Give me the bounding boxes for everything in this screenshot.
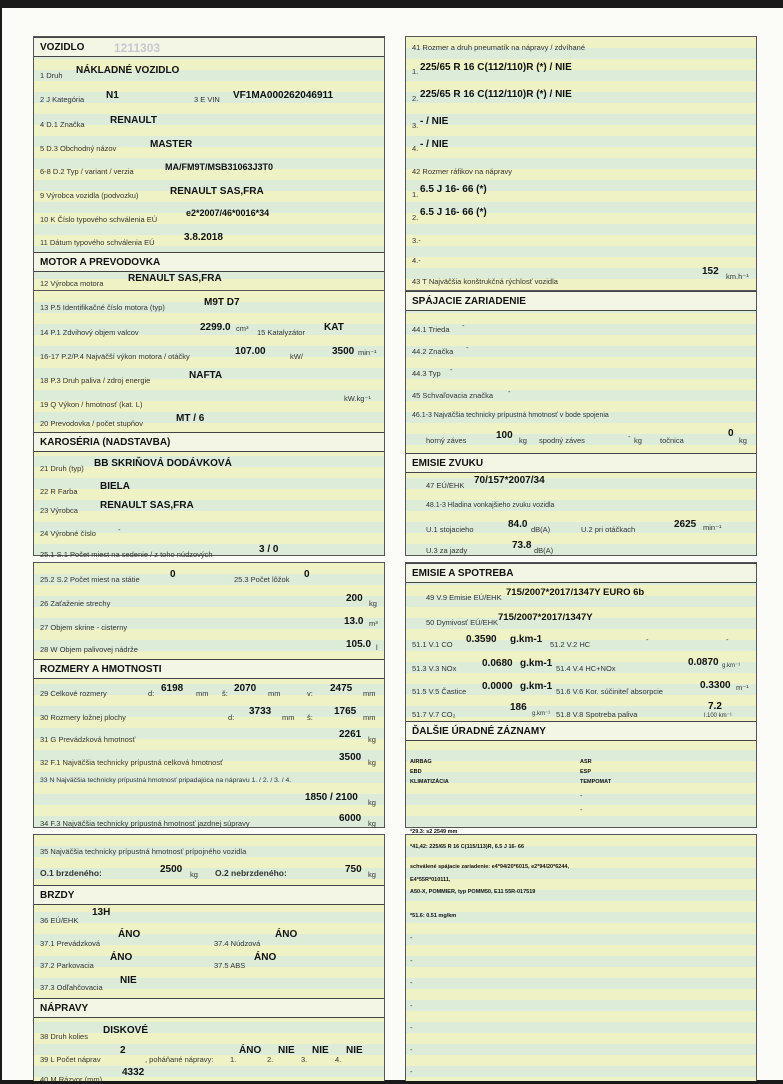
note-dash-8: - <box>410 1045 413 1054</box>
value-spotreba: 7.2 <box>708 701 722 712</box>
unit-kg-2: kg <box>368 758 376 767</box>
value-pocet-lozok: 0 <box>304 569 310 580</box>
label-trieda: 44.1 Trieda <box>412 325 450 334</box>
note-dash-6: - <box>410 1001 413 1010</box>
label-naprava-4: 4. <box>335 1055 342 1064</box>
note-6: *51.6: 0.51 mg/km <box>410 913 457 919</box>
unit-m-1: m⁻¹ <box>736 683 749 692</box>
tires-section <box>405 36 757 293</box>
value-znacka: RENAULT <box>110 115 158 126</box>
unit-mm-3: mm <box>363 689 376 698</box>
value-u2: 2625 <box>674 519 697 530</box>
label-typ: 6-8 D.2 Typ / variant / verzia <box>40 167 134 176</box>
label-hladina-zvuku: 48.1-3 Hladina vonkajšieho zvuku vozidla <box>426 502 555 509</box>
label-co: 51.1 V.1 CO <box>412 640 453 649</box>
value-vyrobne-cislo: - <box>118 525 121 534</box>
value-u1: 84.0 <box>508 519 528 530</box>
value-hmotnost-supravy: 6000 <box>339 813 362 824</box>
value-objem-nadrze: 105.0 <box>346 639 372 650</box>
unit-kmh: km.h⁻¹ <box>726 272 749 281</box>
label-naprava-3: 3. <box>301 1055 308 1064</box>
value-rafik-1: 6.5 J 16- 66 (*) <box>420 184 487 195</box>
label-hcnox: 51.4 V.4 HC+NOx <box>556 664 616 673</box>
note-4: E4*55R*010111, <box>410 877 451 883</box>
notes-section <box>405 829 757 1081</box>
label-prevadzkova: 37.1 Prevádzková <box>40 939 101 948</box>
unit-kg-o1: kg <box>190 870 198 879</box>
note-klimatizacia: KLIMATIZÁCIA <box>410 779 449 785</box>
label-zvuk-eu: 47 EÚ/EHK <box>426 481 465 490</box>
unit-kg-horny: kg <box>519 436 527 445</box>
stamp-number: 1211303 <box>114 41 161 55</box>
value-typ-spajacieho: - <box>450 365 453 374</box>
value-celkova-sirka: 2070 <box>234 683 257 694</box>
label-prevodovka: 20 Prevodovka / počet stupňov <box>40 419 143 428</box>
value-prevadzkova: ÁNO <box>118 929 141 940</box>
note-esp: ESP <box>580 769 592 775</box>
label-spotreba: 51.8 V.8 Spotreba paliva <box>556 710 638 719</box>
unit-gkm-hcnox: g.km⁻¹ <box>722 663 741 669</box>
unit-min-u2: min⁻¹ <box>703 523 722 532</box>
label-brzdy-eu: 36 EÚ/EHK <box>40 916 79 925</box>
unit-min: min⁻¹ <box>358 348 377 357</box>
value-odlahcovacia: NIE <box>120 975 137 986</box>
value-co2: 186 <box>510 702 527 713</box>
unit-kw-kg: kW.kg⁻¹ <box>344 394 371 403</box>
unit-gkm-co: g.km-1 <box>510 634 543 645</box>
value-prevadzkova-hmotnost: 2261 <box>339 729 362 740</box>
note-dash-2: - <box>580 805 583 814</box>
value-rafik-3: 3.- <box>412 236 421 245</box>
section-header-karoseria: KAROSÉRIA (NADSTAVBA) <box>34 432 384 452</box>
value-u3: 73.8 <box>512 540 532 551</box>
label-max-rychlost: 43 T Najväčšia konštrukčná rýchlosť vozidla <box>412 277 558 286</box>
note-dash-4: - <box>410 956 413 965</box>
unit-db-u1: dB(A) <box>531 525 551 534</box>
label-v: v: <box>307 689 313 698</box>
label-zdvihovy-objem: 14 P.1 Zdvihový objem valcov <box>40 328 139 337</box>
value-pneu-1: 225/65 R 16 C(112/110)R (*) / NIE <box>420 62 572 73</box>
value-parkovacia: ÁNO <box>110 952 133 963</box>
value-horny-zaves: 100 <box>496 430 513 441</box>
value-prevodovka: MT / 6 <box>176 413 205 424</box>
label-rafiky: 42 Rozmer ráfikov na nápravy <box>412 167 513 176</box>
value-abs: ÁNO <box>254 952 277 963</box>
label-pneumatiky: 41 Rozmer a druh pneumatík na nápravy / zdvíhané <box>412 43 586 52</box>
value-druh-kolies: DISKOVÉ <box>103 1025 149 1036</box>
value-cislo-schvalenia: e2*2007/46*0016*34 <box>186 208 270 218</box>
label-nudzova: 37.4 Núdzová <box>214 939 261 948</box>
value-hc: - <box>646 635 649 644</box>
label-pneu-1: 1. <box>412 67 419 76</box>
value-hmotnost-napravy: 1850 / 2100 <box>305 792 358 803</box>
label-odlahcovacia: 37.3 Odľahčovacia <box>40 983 103 992</box>
label-katalyzator: 15 Katalyzátor <box>257 328 305 337</box>
label-celkove-rozmery: 29 Celkové rozmery <box>40 689 107 698</box>
label-tocnica: točnica <box>660 436 684 445</box>
dimensions-section <box>33 562 385 828</box>
value-palivo: NAFTA <box>189 370 223 381</box>
label-rafik-2: 2. <box>412 213 419 222</box>
label-rafik-1: 1. <box>412 190 419 199</box>
label-co2: 51.7 V.7 CO₂ <box>412 710 456 719</box>
value-celkova-hmotnost: 3500 <box>339 752 362 763</box>
value-pocet-naprav: 2 <box>120 1045 126 1056</box>
label-nox: 51.3 V.3 NOx <box>412 664 457 673</box>
label-lozna-plocha: 30 Rozmery ložnej plochy <box>40 713 126 722</box>
label-o1: O.1 brzdeného: <box>40 868 102 878</box>
value-dymivost: 715/2007*2017/1347Y <box>498 612 593 623</box>
label-objem-nadrze: 28 W Objem palivovej nádrže <box>40 645 138 654</box>
section-header-motor: MOTOR A PREVODOVKA <box>34 252 384 272</box>
unit-spotreba: l.100 km⁻¹ <box>704 713 732 719</box>
value-druh-karoserie: BB SKRIŇOVÁ DODÁVKOVÁ <box>94 458 232 469</box>
label-miesta-statie: 25.2 S.2 Počet miest na státie <box>40 575 140 584</box>
section-header-rozmery: ROZMERY A HMOTNOSTI <box>34 659 384 679</box>
value-id-motora: M9T D7 <box>204 297 240 308</box>
unit-gkm-co2: g.km⁻¹ <box>532 711 551 717</box>
value-rafik-4: 4.- <box>412 256 421 265</box>
note-1: *29.3: s2 2549 mm <box>410 829 458 835</box>
value-naprava-1: ÁNO <box>239 1045 262 1056</box>
label-typ-spajacieho: 44.3 Typ <box>412 369 441 378</box>
label-u1: U.1 stojacieho <box>426 525 474 534</box>
unit-kw: kW/ <box>290 352 303 361</box>
label-prevadzkova-hmotnost: 31 G Prevádzková hmotnosť <box>40 735 136 744</box>
unit-kg-4: kg <box>368 819 376 828</box>
value-lozna-sirka: 1765 <box>334 706 357 717</box>
label-kategoria: 2 J Kategória <box>40 95 85 104</box>
label-s: š: <box>222 689 228 698</box>
engine-body-section <box>33 290 385 559</box>
unit-kg-o2: kg <box>368 870 376 879</box>
unit-mm-2: mm <box>268 689 281 698</box>
label-o2: O.2 nebrzdeného: <box>215 868 287 878</box>
note-dash-9: - <box>410 1067 413 1076</box>
value-zvuk-eu: 70/157*2007/34 <box>474 475 545 486</box>
note-2: *41,42: 225/65 R 16 C(115/113)R, 6.5 J 16- 66 <box>410 844 525 850</box>
label-vin: 3 E VIN <box>194 95 220 104</box>
label-cislo-schvalenia: 10 K Číslo typového schválenia EÚ <box>40 215 158 224</box>
value-tocnica: 0 <box>728 428 734 439</box>
value-vyrobca-motora: RENAULT SAS,FRA <box>128 273 222 284</box>
value-vykon: 107.00 <box>235 346 266 357</box>
label-pripojne-vozidlo: 35 Najväčšia technicky prípustná hmotnosť prípojného vozidla <box>40 847 247 856</box>
value-nox: 0.0680 <box>482 658 513 669</box>
label-palivo: 18 P.3 Druh paliva / zdroj energie <box>40 376 151 385</box>
label-u2: U.2 pri otáčkach <box>581 525 636 534</box>
label-d-2: d: <box>228 713 235 722</box>
section-header-spajacie: SPÁJACIE ZARIADENIE <box>406 291 756 311</box>
unit-cm3: cm³ <box>236 324 249 333</box>
value-razvor: 4332 <box>122 1067 145 1078</box>
note-dash-1: - <box>580 791 583 800</box>
coupling-noise-section <box>405 290 757 556</box>
unit-kg-3: kg <box>368 798 376 807</box>
label-pocet-naprav: 39 L Počet náprav <box>40 1055 101 1064</box>
label-miesta-sedenie: 25.1 S.1 Počet miest na sedenie / z toho núdzových <box>40 550 213 559</box>
label-celkova-hmotnost: 32 F.1 Najväčšia technicky prípustná celková hmotnosť <box>40 758 223 767</box>
value-celkova-vyska: 2475 <box>330 683 353 694</box>
label-vyrobca-karoserie: 23 Výrobca <box>40 506 78 515</box>
unit-mm-5: mm <box>363 713 376 722</box>
label-znacka-spajacieho: 44.2 Značka <box>412 347 454 356</box>
label-vyrobca-vozidla: 9 Výrobca vozidla (podvozku) <box>40 191 139 200</box>
value-celkova-dlzka: 6198 <box>161 683 184 694</box>
label-hmotnost-spojenia: 46.1-3 Najväčšia technicky prípustná hmotnosť v bode spojenia <box>412 412 609 419</box>
value-zatazenie-strechy: 200 <box>346 593 363 604</box>
label-razvor: 40 M Rázvor (mm) <box>40 1075 103 1084</box>
value-pneu-2: 225/65 R 16 C(112/110)R (*) / NIE <box>420 89 572 100</box>
value-vyrobca-vozidla: RENAULT SAS,FRA <box>170 186 264 197</box>
section-header-emisie: EMISIE A SPOTREBA <box>406 563 756 583</box>
emissions-section <box>405 562 757 828</box>
section-header-vozidlo: VOZIDLO <box>34 37 384 57</box>
vehicle-section <box>33 36 385 293</box>
value-typ: MA/FM9T/MSB31063J3T0 <box>165 162 274 172</box>
note-dash-5: - <box>410 978 413 987</box>
value-o2: 750 <box>345 864 362 875</box>
label-u3: U.3 za jazdy <box>426 546 468 555</box>
label-objem-skrine: 27 Objem skrine - cisterny <box>40 623 128 632</box>
value-spodny-zaves: - <box>628 432 631 441</box>
value-absorpcia: 0.3300 <box>700 680 731 691</box>
section-header-napravy: NÁPRAVY <box>34 998 384 1018</box>
note-asr: ASR <box>580 759 592 765</box>
note-5: A50-X, POMMIER, typ POMM50, E11 55R-017519 <box>410 889 536 895</box>
value-brzdy-eu: 13H <box>92 907 111 918</box>
value-katalyzator: KAT <box>324 322 344 333</box>
value-co: 0.3590 <box>466 634 497 645</box>
label-pneu-2: 2. <box>412 94 419 103</box>
brakes-axles-section <box>33 834 385 1084</box>
label-vyrobca-motora: 12 Výrobca motora <box>40 279 104 288</box>
label-pohanane: , poháňané nápravy: <box>145 1055 214 1064</box>
unit-kg-strecha: kg <box>369 599 377 608</box>
registration-document <box>2 8 783 1084</box>
note-dash-3: - <box>410 933 413 942</box>
label-parkovacia: 37.2 Parkovacia <box>40 961 94 970</box>
label-emisie-eu: 49 V.9 Emisie EÚ/EHK <box>426 593 502 602</box>
label-vyrobne-cislo: 24 Výrobné číslo <box>40 529 96 538</box>
value-hcnox: 0.0870 <box>688 657 719 668</box>
value-pneu-3: - / NIE <box>420 116 449 127</box>
value-druh: NÁKLADNÉ VOZIDLO <box>76 65 180 76</box>
label-naprava-1: 1. <box>230 1055 237 1064</box>
unit-kg-tocnica: kg <box>739 436 747 445</box>
label-d: d: <box>148 689 155 698</box>
label-druh-karoserie: 21 Druh (typ) <box>40 464 84 473</box>
value-castice: 0.0000 <box>482 681 513 692</box>
unit-mm-4: mm <box>282 713 295 722</box>
value-trieda: - <box>462 321 465 330</box>
value-miesta-sedenie: 3 / 0 <box>259 544 279 555</box>
value-objem-skrine: 13.0 <box>344 616 364 627</box>
note-ebd: EBD <box>410 769 422 775</box>
value-max-rychlost: 152 <box>702 266 719 277</box>
value-naprava-2: NIE <box>278 1045 295 1056</box>
label-horny-zaves: horný záves <box>426 436 467 445</box>
label-datum-schvalenia: 11 Dátum typového schválenia EÚ <box>40 238 155 247</box>
value-o1: 2500 <box>160 864 183 875</box>
value-pneu-4: - / NIE <box>420 139 449 150</box>
unit-gkm-nox: g.km-1 <box>520 658 553 669</box>
value-obchodny-nazov: MASTER <box>150 139 193 150</box>
value-otacky: 3500 <box>332 346 355 357</box>
label-vykon-hmotnost: 19 Q Výkon / hmotnosť (kat. L) <box>40 400 143 409</box>
label-dymivost: 50 Dymivosť EÚ/EHK <box>426 618 498 627</box>
unit-kg-spodny: kg <box>634 436 642 445</box>
label-schvalovacia-znacka: 45 Schvaľovacia značka <box>412 391 493 400</box>
label-naprava-2: 2. <box>267 1055 274 1064</box>
note-3: schválené spájacie zariadenie: e4*94/20*6015, e2*94/20*6244, <box>410 864 570 870</box>
value-lozna-dlzka: 3733 <box>249 706 272 717</box>
label-hmotnost-napravy: 33 N Najväčšia technicky prípustná hmotnosť pripadajúca na nápravu 1. / 2. / 3. / 4. <box>40 777 292 784</box>
unit-m3: m³ <box>369 619 378 628</box>
label-znacka: 4 D.1 Značka <box>40 120 85 129</box>
label-absorpcia: 51.6 V.6 Kor. súčiniteľ absorpcie <box>556 687 663 696</box>
label-castice: 51.5 V.5 Častice <box>412 687 467 696</box>
section-header-brzdy: BRZDY <box>34 885 384 905</box>
label-s-2: š: <box>307 713 313 722</box>
label-zatazenie-strechy: 26 Zaťaženie strechy <box>40 599 111 608</box>
value-vyrobca-karoserie: RENAULT SAS,FRA <box>100 500 194 511</box>
label-hc: 51.2 V.2 HC <box>550 640 591 649</box>
label-id-motora: 13 P.5 Identifikačné číslo motora (typ) <box>40 303 165 312</box>
value-rafik-2: 6.5 J 16- 66 (*) <box>420 207 487 218</box>
label-vykon: 16-17 P.2/P.4 Najväčší výkon motora / otáčky <box>40 352 190 361</box>
value-hc-2: - <box>726 635 729 644</box>
value-miesta-statie: 0 <box>170 569 176 580</box>
label-pneu-4: 4. <box>412 144 419 153</box>
label-pneu-3: 3. <box>412 121 419 130</box>
value-zdvihovy-objem: 2299.0 <box>200 322 231 333</box>
label-pocet-lozok: 25.3 Počet lôžok <box>234 575 290 584</box>
label-abs: 37.5 ABS <box>214 961 246 970</box>
value-naprava-3: NIE <box>312 1045 329 1056</box>
value-nudzova: ÁNO <box>275 929 298 940</box>
section-header-zvuk: EMISIE ZVUKU <box>406 453 756 473</box>
label-hmotnost-supravy: 34 F.3 Najväčšia technicky prípustná hmotnosť jazdnej súpravy <box>40 819 250 828</box>
value-datum-schvalenia: 3.8.2018 <box>184 232 223 243</box>
unit-gkm-castice: g.km-1 <box>520 681 553 692</box>
label-druh-kolies: 38 Druh kolies <box>40 1032 88 1041</box>
label-farba: 22 R Farba <box>40 487 78 496</box>
value-znacka-spajacieho: - <box>466 343 469 352</box>
unit-l: l <box>376 643 378 652</box>
unit-mm-1: mm <box>196 689 209 698</box>
note-tempomat: TEMPOMAT <box>580 779 612 785</box>
label-obchodny-nazov: 5 D.3 Obchodný názov <box>40 144 117 153</box>
value-emisie-eu: 715/2007*2017/1347Y EURO 6b <box>506 587 645 598</box>
value-farba: BIELA <box>100 481 130 492</box>
unit-db-u3: dB(A) <box>534 546 554 555</box>
section-header-dalsie: ĎALŠIE ÚRADNÉ ZÁZNAMY <box>406 721 756 741</box>
value-naprava-4: NIE <box>346 1045 363 1056</box>
unit-kg-1: kg <box>368 735 376 744</box>
value-kategoria: N1 <box>106 90 119 101</box>
value-vin: VF1MA000262046911 <box>233 90 334 101</box>
label-spodny-zaves: spodný záves <box>539 436 585 445</box>
note-airbag: AIRBAG <box>410 759 432 765</box>
note-dash-7: - <box>410 1023 413 1032</box>
value-schvalovacia-znacka: - <box>508 387 511 396</box>
label-druh: 1 Druh <box>40 71 63 80</box>
